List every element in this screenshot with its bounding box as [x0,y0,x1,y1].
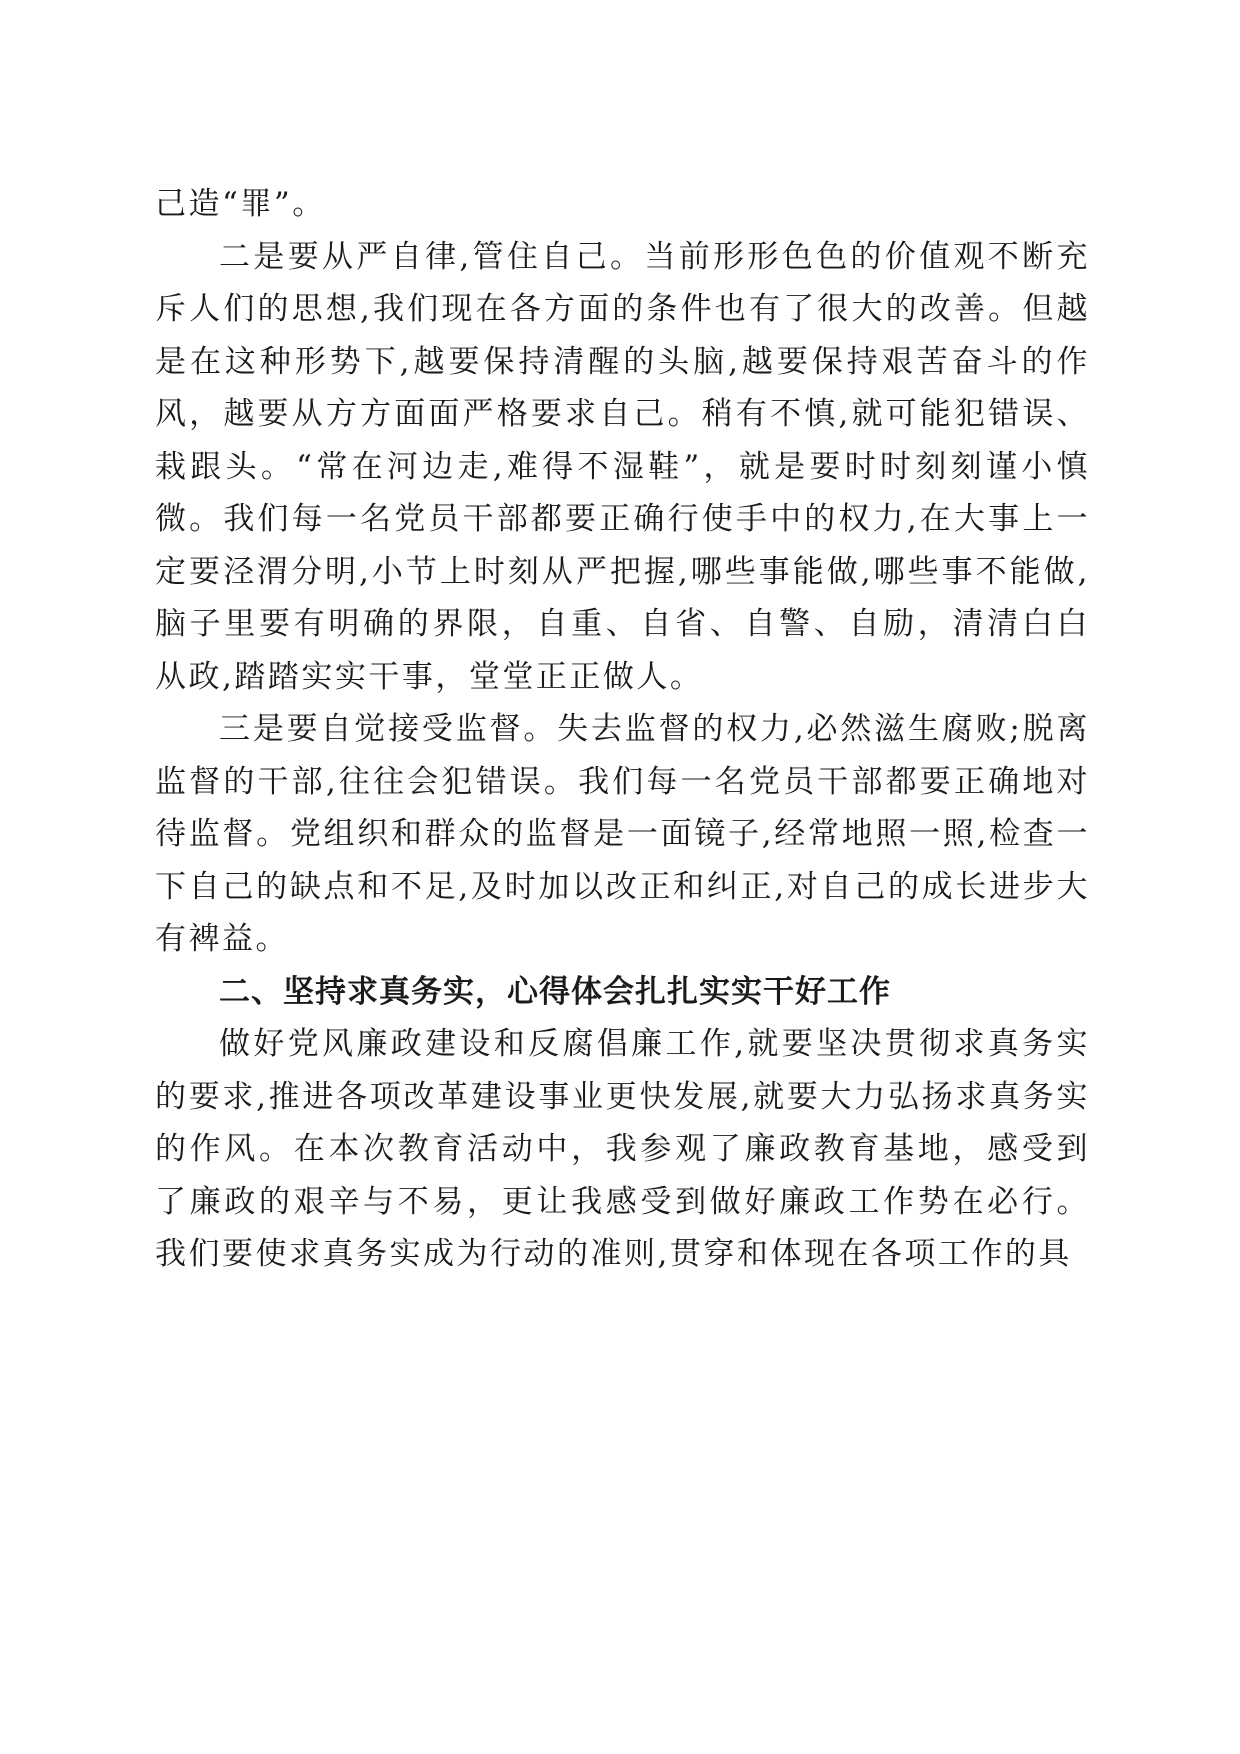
paragraph-self-discipline: 二是要从严自律,管住自己。当前形形色色的价值观不断充斥人们的思想,我们现在各方面的条件也有了很大的改善。但越是在这种形势下,越要保持清醒的头脑,越要保持艰苦奋斗的作风，越要从方方面面严格要求自己。稍有不慎,就可能犯错误、栽跟头。“常在河边走,难得不湿鞋”，就是要时时刻刻谨小慎微。我们每一名党员干部都要正确行使手中的权力,在大事上一定要泾渭分明,小节上时刻从严把握,哪些事能做,哪些事不能做,脑子里要有明确的界限，自重、自省、自警、自励，清清白白从政,踏踏实实干事，堂堂正正做人。 [155,238,1090,695]
paragraph-supervision: 三是要自觉接受监督。失去监督的权力,必然滋生腐败;脱离监督的干部,往往会犯错误。我们每一名党员干部都要正确地对待监督。党组织和群众的监督是一面镜子,经常地照一照,检查一下自己的缺点和不足,及时加以改正和纠正,对自己的成长进步大有裨益。 [155,711,1090,957]
paragraph-truth-seeking: 做好党风廉政建设和反腐倡廉工作,就要坚决贯彻求真务实的要求,推进各项改革建设事业更快发展,就要大力弘扬求真务实的作风。在本次教育活动中，我参观了廉政教育基地，感受到了廉政的艰辛与不易，更让我感受到做好廉政工作势在必行。我们要使求真务实成为行动的准则,贯穿和体现在各项工作的具 [155,1026,1090,1272]
paragraph-continuation: 己造“罪”。 [155,186,326,222]
section-heading: 二、坚持求真务实，心得体会扎扎实实干好工作 [219,973,891,1010]
document-body [155,178,1090,1281]
